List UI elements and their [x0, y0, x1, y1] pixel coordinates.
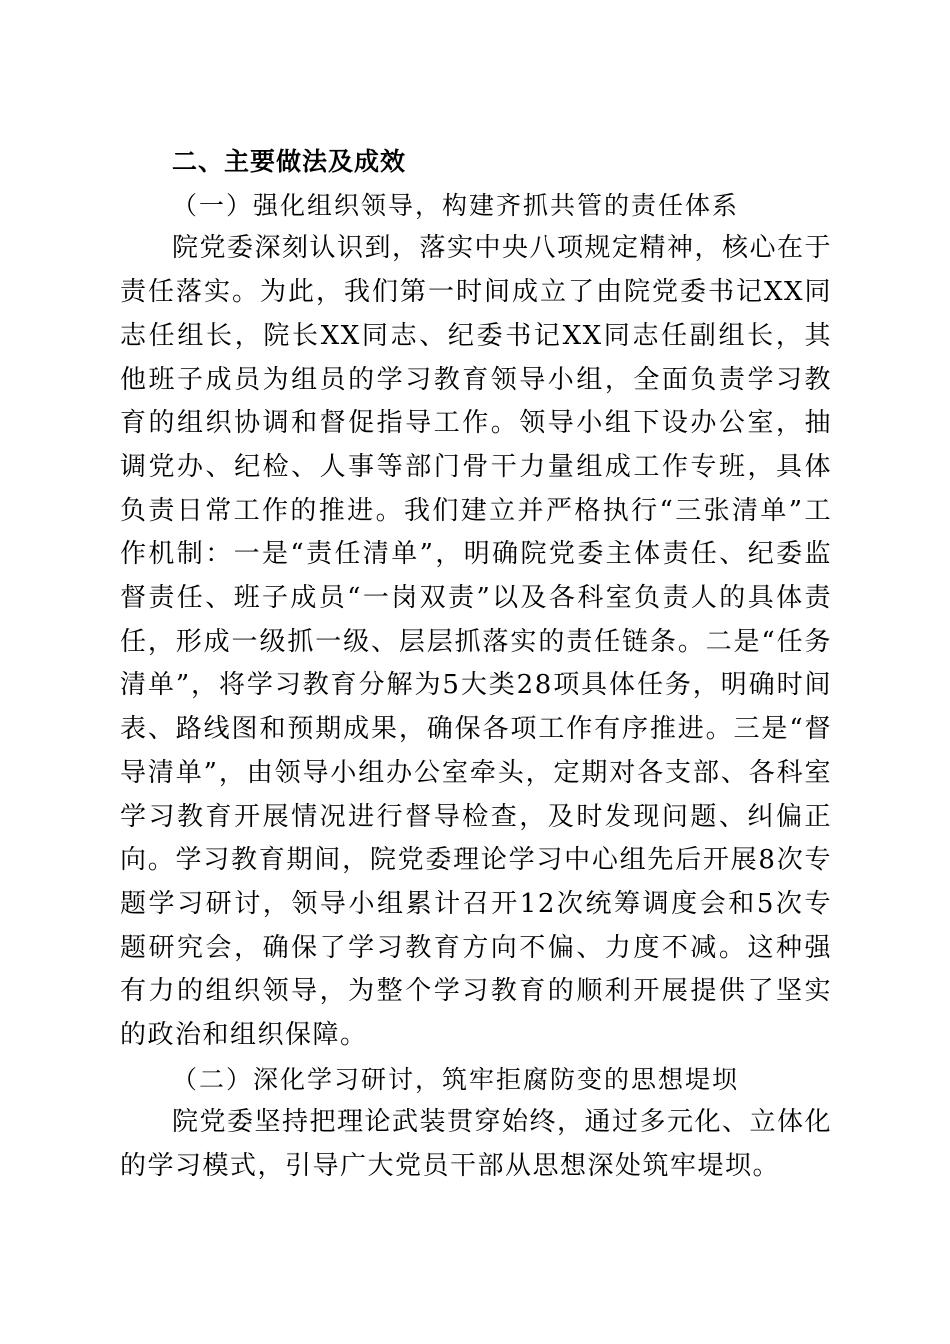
body-paragraph-2: 院党委坚持把理论武装贯穿始终，通过多元化、立体化的学习模式，引导广大党员干部从思想深处筑牢堤坝。 — [120, 1107, 833, 1182]
document-body — [120, 140, 832, 1189]
subsection-heading-1: （一）强化组织领导，构建齐抓共管的责任体系 — [172, 190, 740, 220]
section-heading: 二、主要做法及成效 — [172, 147, 407, 176]
subsection-heading-2: （二）深化学习研讨，筑牢拒腐防变的思想堤坝 — [172, 1064, 740, 1094]
body-paragraph-1: 院党委深刻认识到，落实中央八项规定精神，核心在于责任落实。为此，我们第一时间成立了由院党委书记XX同志任组长，院长XX同志、纪委书记XX同志任副组长，其他班子成员为组员的学习教育领导小组，全面负责学习教育的组织协调和督促指导工作。领导小组下设办公室，抽调党办、纪检、人事等部门骨干力量组成工作专班，具体负责日常工作的推进。我们建立并严格执行“三张清单”工作机制：一是“责任清单”，明确院党委主体责任、纪委监督责任、班子成员“一岗双责”以及各科室负责人的具体责任，形成一级抓一级、层层抓落实的责任链条。二是“任务清单”，将学习教育分解为5大类28项具体任务，明确时间表、路线图和预期成果，确保各项工作有序推进。三是“督导清单”，由领导小组办公室牵头，定期对各支部、各科室学习教育开展情况进行督导检查，及时发现问题、纠偏正向。学习教育期间，院党委理论学习中心组先后开展8次专题学习研讨，领导小组累计召开12次统筹调度会和5次专题研究会，确保了学习教育方向不偏、力度不减。这种强有力的组织领导，为整个学习教育的顺利开展提供了坚实的政治和组织保障。 — [120, 233, 833, 1051]
